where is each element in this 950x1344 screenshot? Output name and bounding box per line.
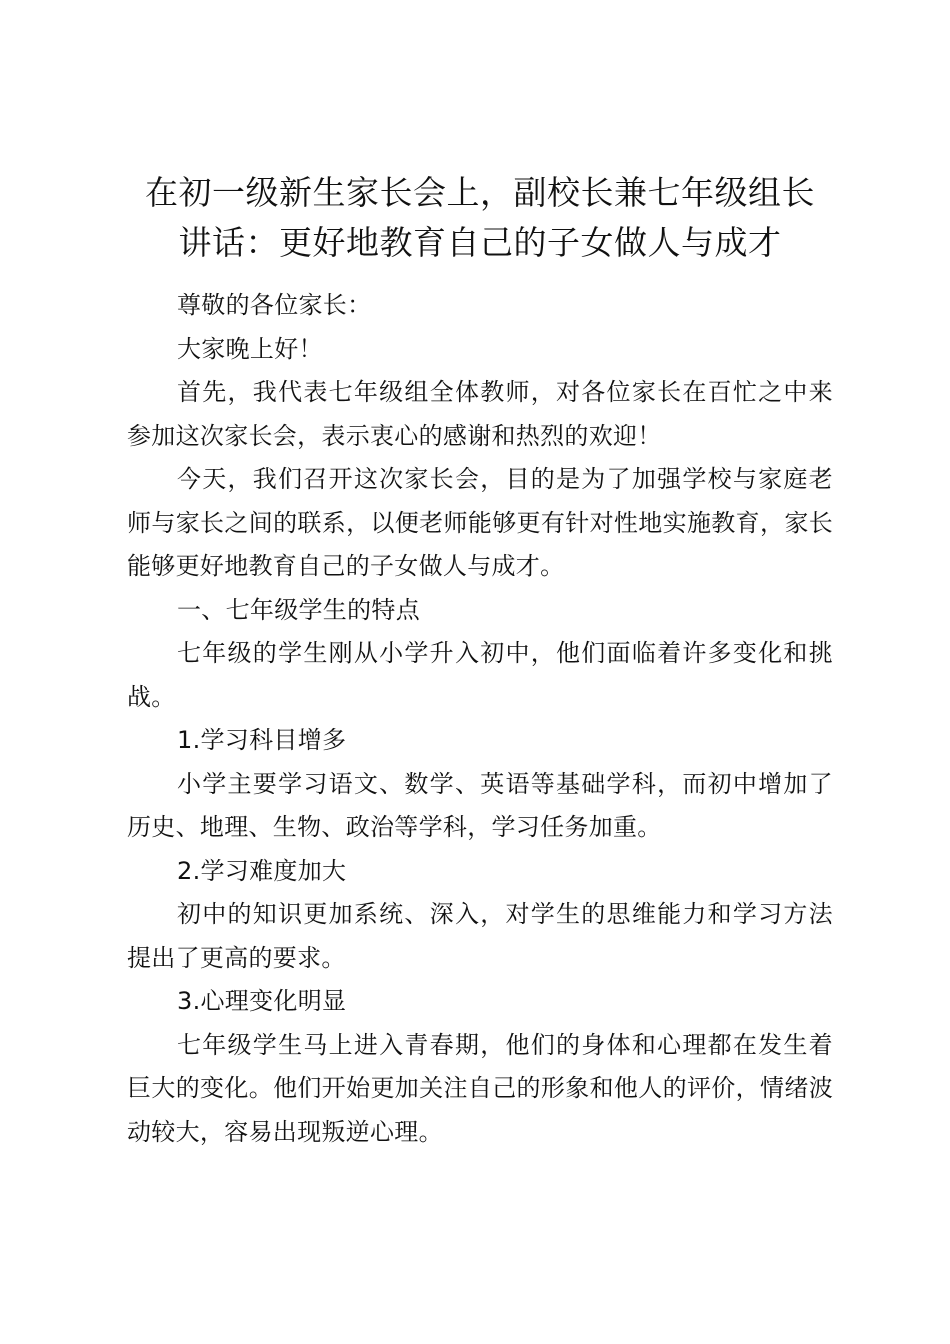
paragraph-psychology: 七年级学生马上进入青春期，他们的身体和心理都在发生着巨大的变化。他们开始更加关注自己的形象和他人的评价，情绪波动较大，容易出现叛逆心理。 [127,1030,833,1146]
title-line-2: 讲话：更好地教育自己的子女做人与成才 [178,223,782,262]
paragraph-subjects: 小学主要学习语文、数学、英语等基础学科，而初中增加了历史、地理、生物、政治等学科，学习任务加重。 [127,769,833,841]
subheading-3: 3.心理变化明显 [177,987,347,1015]
paragraph-purpose: 今天，我们召开这次家长会，目的是为了加强学校与家庭老师与家长之间的联系，以便老师能够更有针对性地实施教育，家长能够更好地教育自己的子女做人与成才。 [127,465,833,580]
section-heading-1: 一、七年级学生的特点 [177,595,420,624]
salutation: 尊敬的各位家长： [177,291,372,319]
subheading-2: 2.学习难度加大 [177,856,347,885]
paragraph-difficulty: 初中的知识更加系统、深入，对学生的思维能力和学习方法提出了更高的要求。 [127,900,833,972]
document-body [127,284,833,1154]
subheading-1: 1.学习科目增多 [177,726,347,754]
paragraph-intro: 七年级的学生刚从小学升入初中，他们面临着许多变化和挑战。 [127,639,833,711]
document-page [127,168,833,1154]
paragraph-thanks: 首先，我代表七年级组全体教师，对各位家长在百忙之中来参加这次家长会，表示衷心的感谢和热烈的欢迎！ [127,378,833,450]
title-line-1: 在初一级新生家长会上，副校长兼七年级组长 [145,173,815,212]
document-title [127,168,833,268]
greeting: 大家晚上好！ [177,334,323,363]
